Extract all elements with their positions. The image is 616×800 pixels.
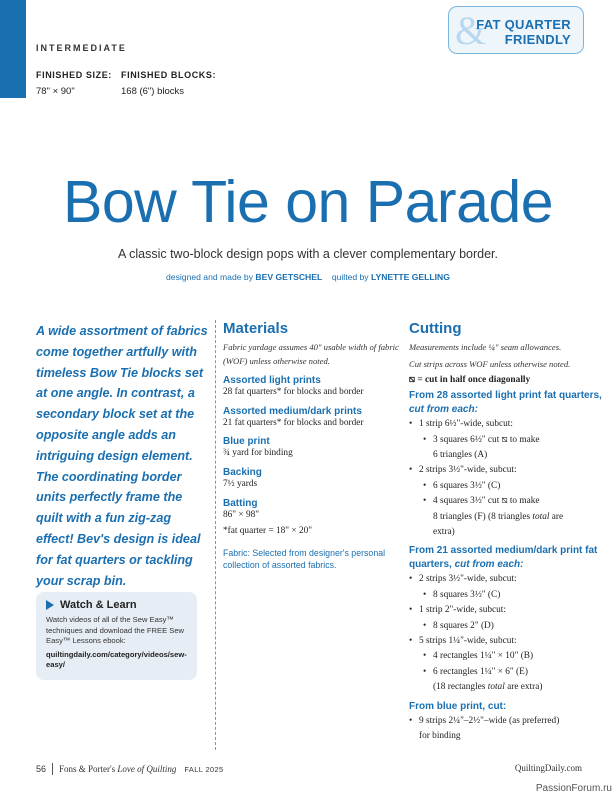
list-item: • 3 squares 6½" cut ⧅ to make bbox=[409, 433, 609, 448]
list-item: • 5 strips 1¼"-wide, subcut: bbox=[409, 634, 609, 649]
list-item-cont: 6 triangles (A) bbox=[433, 450, 488, 460]
list-item: • 4 rectangles 1¼" × 10" (B) bbox=[409, 649, 609, 664]
finished-size-value: 78" × 90" bbox=[36, 86, 75, 97]
skill-level: INTERMEDIATE bbox=[36, 43, 127, 53]
publication-name bbox=[59, 764, 176, 774]
footer bbox=[36, 763, 223, 775]
text: (18 rectangles bbox=[433, 682, 486, 693]
watch-and-learn-box bbox=[36, 592, 197, 680]
material-detail: 86" × 98" bbox=[223, 509, 260, 520]
list-item: • 1 strip 2"-wide, subcut: bbox=[409, 603, 609, 618]
list-item: • 6 squares 3½" (C) bbox=[409, 479, 609, 494]
material-name: Assorted medium/dark prints bbox=[223, 405, 362, 417]
material-detail: ¾ yard for binding bbox=[223, 448, 293, 459]
text: 8 triangles (F) (8 triangles bbox=[433, 511, 531, 522]
list-item: • 1 strip 6½"-wide, subcut: bbox=[409, 417, 609, 432]
light-heading-text: From 28 assorted light print fat quarters, bbox=[409, 390, 602, 402]
finished-blocks-value: 168 (6") blocks bbox=[121, 86, 185, 97]
finished-size-label: FINISHED SIZE: bbox=[36, 70, 112, 80]
subtitle: A classic two-block design pops with a clever complementary border. bbox=[117, 247, 499, 261]
text-em: total bbox=[487, 682, 505, 693]
materials-note: Fabric yardage assumes 40" usable width of fabric (WOF) unless otherwise noted. bbox=[223, 342, 399, 366]
fat-quarter-friendly-badge bbox=[448, 6, 584, 54]
material-detail: 21 fat quarters* for blocks and border bbox=[223, 417, 364, 428]
left-accent-bar bbox=[0, 0, 26, 98]
site-url: QuiltingDaily.com bbox=[514, 763, 582, 773]
diagonal-cut-icon: ⧅ bbox=[409, 375, 415, 386]
text: are bbox=[551, 511, 564, 522]
publication-b: Love of Quilting bbox=[117, 764, 177, 774]
quilter-name: LYNETTE GELLING bbox=[371, 272, 450, 282]
watch-link[interactable]: quiltingdaily.com/category/videos/sew-easy/ bbox=[46, 649, 187, 670]
list-item: • 9 strips 2¼"–2½"–wide (as preferred) bbox=[409, 714, 609, 729]
material-name: Batting bbox=[223, 497, 258, 509]
list-item-cont: extra) bbox=[433, 527, 455, 538]
badge-line1: FAT QUARTER bbox=[476, 17, 571, 32]
dark-heading-text: From 21 assorted medium/dark print fat quarters, bbox=[409, 545, 598, 571]
intro-paragraph: A wide assortment of fabrics come together artfully with timeless Bow Tie blocks set at one angle. In contrast, a secondary block set at the opposite angle adds an intriguing design element. The coordinating border units perfectly frame the quilt with a fun zig-zag effect! Bev's design is ideal for fat quarters or tackling your scrap bin. bbox=[36, 324, 208, 588]
list-item-cont bbox=[409, 510, 609, 525]
list-item: • 8 squares 3½" (C) bbox=[409, 588, 609, 603]
play-icon bbox=[46, 600, 54, 610]
column-divider bbox=[215, 320, 216, 750]
dark-heading bbox=[409, 544, 609, 572]
watch-body: Watch videos of all of the Sew Easy™ techniques and download the FREE Sew Easy™ Lessons ebook: bbox=[46, 615, 185, 646]
text: are extra) bbox=[507, 682, 543, 693]
issue: FALL 2025 bbox=[184, 764, 224, 774]
diagonal-cut-key bbox=[409, 374, 609, 385]
watch-heading: Watch & Learn bbox=[60, 599, 137, 611]
byline bbox=[0, 272, 616, 282]
light-heading-em: cut from each: bbox=[409, 404, 478, 416]
badge-line2: FRIENDLY bbox=[504, 32, 571, 47]
fabric-note: Fabric: Selected from designer's personal collection of assorted fabrics. bbox=[223, 548, 386, 570]
watermark: PassionForum.ru bbox=[535, 783, 612, 794]
dark-heading-em: cut from each: bbox=[454, 559, 524, 571]
material-name: Backing bbox=[223, 466, 262, 478]
cutting-note-line: Measurements include ¼" seam allowances. bbox=[409, 342, 562, 352]
list-item-cont: for binding bbox=[419, 731, 461, 742]
page-number: 56 bbox=[36, 764, 47, 774]
badge-ampersand: & bbox=[455, 8, 487, 53]
material-detail: 7½ yards bbox=[223, 478, 258, 489]
finished-blocks-label: FINISHED BLOCKS: bbox=[121, 70, 217, 80]
material-name: Blue print bbox=[223, 436, 270, 448]
materials-heading: Materials bbox=[223, 320, 289, 337]
list-item: • 4 squares 3½" cut ⧅ to make bbox=[409, 494, 609, 509]
list-item: • 6 rectangles 1¼" × 6" (E) bbox=[409, 665, 609, 680]
page-title: Bow Tie on Parade bbox=[62, 169, 554, 235]
material-name: Assorted light prints bbox=[223, 375, 321, 387]
light-heading bbox=[409, 389, 609, 417]
diagonal-cut-text: = cut in half once diagonally bbox=[417, 375, 531, 386]
cutting-section bbox=[409, 320, 609, 745]
quilted-prefix: quilted by bbox=[331, 272, 369, 282]
fat-quarter-note: *fat quarter = 18" × 20" bbox=[223, 526, 313, 537]
list-item-cont bbox=[409, 680, 609, 695]
list-item: • 8 squares 2" (D) bbox=[409, 619, 609, 634]
cutting-note bbox=[409, 339, 609, 372]
blue-heading: From blue print, cut: bbox=[409, 700, 507, 712]
material-detail: 28 fat quarters* for blocks and border bbox=[223, 387, 364, 398]
cutting-note-line: Cut strips across WOF unless otherwise noted. bbox=[409, 358, 571, 369]
list-item: • 2 strips 3½"-wide, subcut: bbox=[409, 463, 609, 478]
publication-a: Fons & Porter's bbox=[59, 764, 116, 774]
designer-name: BEV GETSCHEL bbox=[255, 272, 323, 282]
footer-divider bbox=[52, 763, 53, 775]
designed-prefix: designed and made by bbox=[166, 272, 253, 282]
materials-section bbox=[223, 320, 399, 571]
list-item: • 2 strips 3½"-wide, subcut: bbox=[409, 572, 609, 587]
text-em: total bbox=[532, 511, 550, 522]
cutting-heading: Cutting bbox=[409, 320, 462, 337]
